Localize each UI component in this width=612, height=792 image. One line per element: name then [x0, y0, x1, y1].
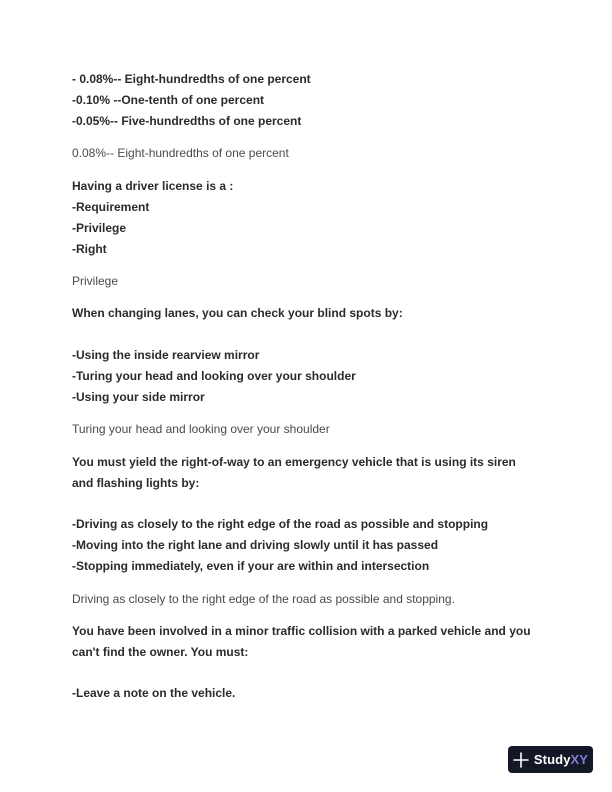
q1-option-1: - 0.08%-- Eight-hundredths of one percent [72, 72, 311, 86]
badge-xy-text: XY [570, 752, 589, 767]
q5-question-line-2: can't find the owner. You must: [72, 645, 249, 659]
studyxy-badge[interactable] [508, 746, 593, 773]
q4-answer: Driving as closely to the right edge of the road as possible and stopping. [72, 592, 455, 606]
q3-option-2: -Turing your head and looking over your shoulder [72, 369, 356, 383]
q3-option-3: -Using your side mirror [72, 390, 205, 404]
badge-study-text: Study [533, 752, 571, 767]
q4-question-line-2: and flashing lights by: [72, 476, 200, 490]
q2-option-2: -Privilege [72, 221, 127, 235]
q2-option-1: -Requirement [72, 200, 150, 214]
q2-option-3: -Right [72, 242, 107, 256]
q3-option-1: -Using the inside rearview mirror [72, 348, 260, 362]
plus-cross-icon [513, 752, 529, 768]
q2-question: Having a driver license is a : [72, 179, 234, 193]
q4-question-line-1: You must yield the right-of-way to an emergency vehicle that is using its siren [72, 455, 516, 469]
q1-answer: 0.08%-- Eight-hundredths of one percent [72, 146, 289, 160]
q5-question-line-1: You have been involved in a minor traffic collision with a parked vehicle and you [72, 624, 531, 638]
q2-answer: Privilege [72, 274, 119, 288]
q4-option-2: -Moving into the right lane and driving slowly until it has passed [72, 538, 439, 552]
q3-answer: Turing your head and looking over your shoulder [72, 422, 330, 436]
q4-option-3: -Stopping immediately, even if your are within and intersection [72, 559, 430, 573]
q5-option-1: -Leave a note on the vehicle. [72, 686, 236, 700]
q1-option-2: -0.10% --One-tenth of one percent [72, 93, 265, 107]
q1-option-3: -0.05%-- Five-hundredths of one percent [72, 114, 302, 128]
q3-question: When changing lanes, you can check your blind spots by: [72, 306, 403, 320]
q4-option-1: -Driving as closely to the right edge of the road as possible and stopping [72, 517, 489, 531]
